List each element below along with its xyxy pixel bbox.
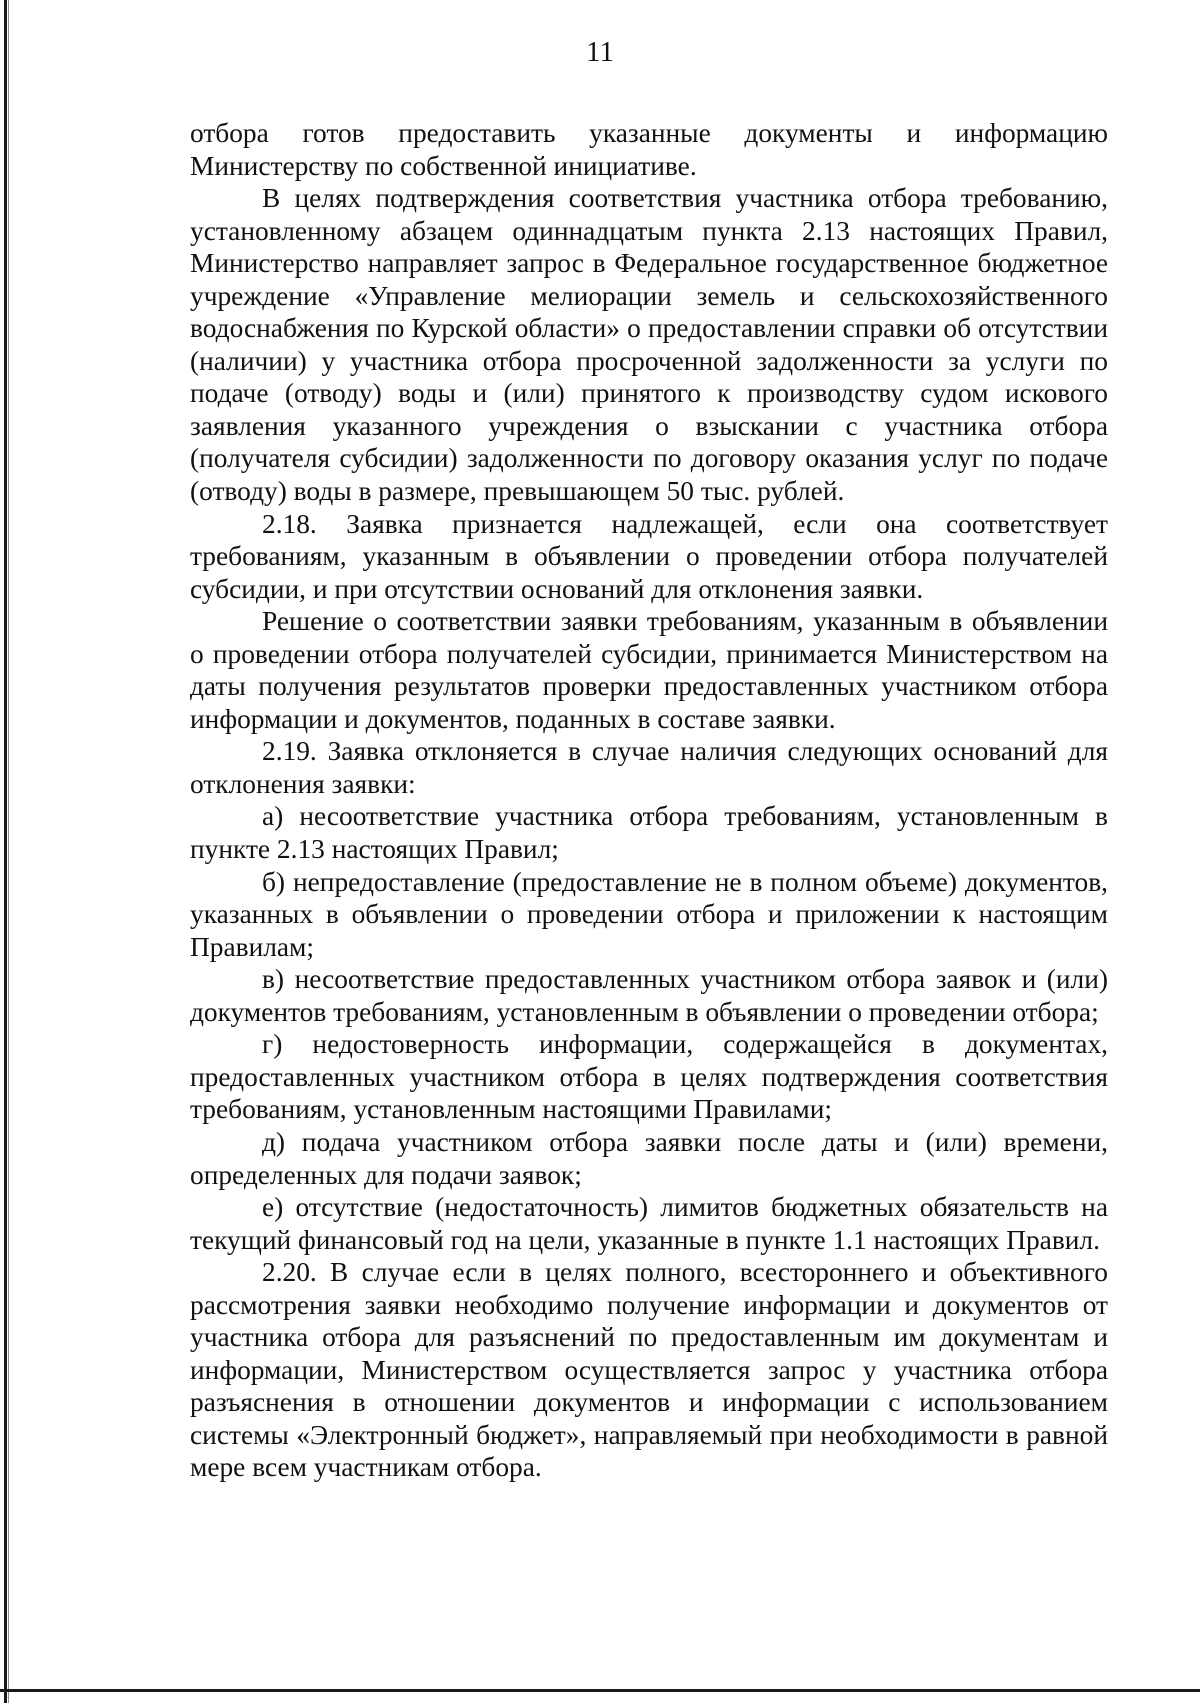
list-item-2-19-v: в) несоответствие предоставленных участником отбора заявок и (или) документов требованиям, установленным в объявлении о проведении отбора; bbox=[190, 964, 1108, 1027]
paragraph-2-18: 2.18. Заявка признается надлежащей, если она соответствует требованиям, указанным в объявлении о проведении отбора получателей субсидии, и при отсутствии оснований для отклонения заявки. bbox=[190, 508, 1108, 604]
list-item-2-19-g: г) недостоверность информации, содержащейся в документах, предоставленных участником отбора в целях подтверждения соответствия требованиям, установленным настоящими Правилами; bbox=[190, 1029, 1108, 1125]
scan-left-edge bbox=[4, 0, 7, 1703]
list-item-2-19-b: б) непредоставление (предоставление не в полном объеме) документов, указанных в объявлении о проведении отбора и приложении к настоящим Правилам; bbox=[190, 866, 1108, 962]
list-item-2-19-e: е) отсутствие (недостаточность) лимитов бюджетных обязательств на текущий финансовый год на цели, указанные в пункте 1.1 настоящих Правил. bbox=[190, 1192, 1108, 1255]
page-number: 11 bbox=[586, 36, 614, 68]
list-item-2-19-d: д) подача участником отбора заявки после даты и (или) времени, определенных для подачи заявок; bbox=[190, 1126, 1108, 1190]
scan-bottom-edge bbox=[0, 1689, 1200, 1692]
paragraph-2-20: 2.20. В случае если в целях полного, всестороннего и объективного рассмотрения заявки необходимо получение информации и документов от участника отбора для разъяснений по предоставленным им документам и информации, Министерством осуществляется запрос у участника отбора разъяснения в отношении документов и информации с использованием системы «Электронный бюджет», направляемый при необходимости в равной мере всем участникам отбора. bbox=[190, 1257, 1108, 1483]
paragraph-2-19: 2.19. Заявка отклоняется в случае наличия следующих оснований для отклонения заявки: bbox=[190, 736, 1108, 799]
paragraph-verification-request: В целях подтверждения соответствия участника отбора требованию, установленному абзацем одиннадцатым пункта 2.13 настоящих Правил, Министерство направляет запрос в Федеральное государственное бюджетное учреждение «Управление мелиорации земель и сельскохозяйственного водоснабжения по Курской области» о предоставлении справки об отсутствии (наличии) у участника отбора просроченной задолженности за услуги по подаче (отводу) воды и (или) принятого к производству судом искового заявления указанного учреждения о взыскании с участника отбора (получателя субсидии) задолженности по договору оказания услуг по подаче (отводу) воды в размере, превышающем 50 тыс. рублей. bbox=[190, 183, 1108, 507]
paragraph-continuation: отбора готов предоставить указанные документы и информацию Министерству по собственной инициативе. bbox=[190, 118, 1108, 181]
document-body bbox=[190, 117, 1108, 1484]
paragraph-2-18-decision: Решение о соответствии заявки требованиям, указанным в объявлении о проведении отбора получателей субсидии, принимается Министерством на даты получения результатов проверки предоставленных участником отбора информации и документов, поданных в составе заявки. bbox=[190, 606, 1108, 734]
list-item-2-19-a: а) несоответствие участника отбора требованиям, установленным в пункте 2.13 настоящих Правил; bbox=[190, 801, 1108, 865]
